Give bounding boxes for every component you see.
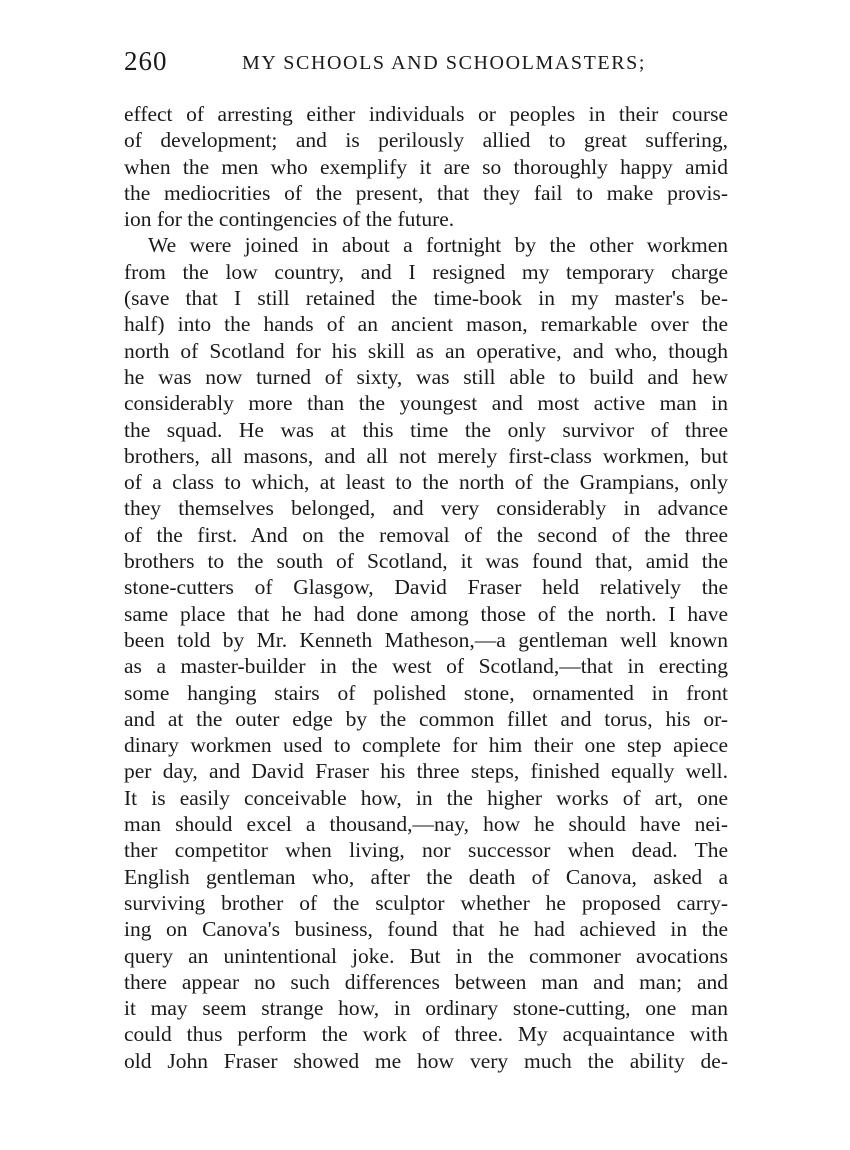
text-line: the squad. He was at this time the only survivor of three xyxy=(124,417,728,442)
page-number: 260 xyxy=(124,46,168,76)
text-line: ing on Canova's business, found that he had achieved in the xyxy=(124,917,728,942)
text-line: as a master-builder in the west of Scotland,—that in erecting xyxy=(124,654,728,679)
text-line: old John Fraser showed me how very much the ability de- xyxy=(124,1048,728,1073)
text-line: of development; and is perilously allied to great suffering, xyxy=(124,128,728,153)
body-text xyxy=(124,101,728,1074)
text-line: English gentleman who, after the death of Canova, asked a xyxy=(124,864,728,889)
text-line: brothers to the south of Scotland, it was found that, amid the xyxy=(124,549,728,574)
paragraph-start-line: We were joined in about a fortnight by the other workmen xyxy=(148,233,728,258)
text-line: they themselves belonged, and very considerably in advance xyxy=(124,496,728,521)
text-line: surviving brother of the sculptor whether he proposed carry- xyxy=(124,890,728,915)
text-line: when the men who exemplify it are so thoroughly happy amid xyxy=(124,154,728,179)
text-line: of a class to which, at least to the north of the Grampians, only xyxy=(124,470,728,495)
text-line: per day, and David Fraser his three steps, finished equally well. xyxy=(124,759,728,784)
text-line: of the first. And on the removal of the second of the three xyxy=(124,522,728,547)
text-line: (save that I still retained the time-book in my master's be- xyxy=(124,286,728,311)
page-header xyxy=(124,46,728,86)
text-line: dinary workmen used to complete for him their one step apiece xyxy=(124,733,728,758)
text-line: half) into the hands of an ancient mason, remarkable over the xyxy=(124,312,728,337)
text-line: it may seem strange how, in ordinary stone-cutting, one man xyxy=(124,996,728,1021)
text-line: the mediocrities of the present, that they fail to make provis- xyxy=(124,180,728,205)
text-line: effect of arresting either individuals or peoples in their course xyxy=(124,102,728,126)
text-line: brothers, all masons, and all not merely first-class workmen, but xyxy=(124,443,728,468)
text-line: there appear no such differences between man and man; and xyxy=(124,969,728,994)
running-title: MY SCHOOLS AND SCHOOLMASTERS; xyxy=(242,52,647,74)
text-line: considerably more than the youngest and most active man in xyxy=(124,391,728,416)
text-line: query an unintentional joke. But in the commoner avocations xyxy=(124,943,728,968)
text-line: It is easily conceivable how, in the higher works of art, one xyxy=(124,785,728,810)
text-line: from the low country, and I resigned my temporary charge xyxy=(124,259,728,284)
text-line: some hanging stairs of polished stone, ornamented in front xyxy=(124,680,728,705)
text-line: ther competitor when living, nor successor when dead. The xyxy=(124,838,728,863)
text-line: same place that he had done among those of the north. I have xyxy=(124,601,728,626)
text-line: been told by Mr. Kenneth Matheson,—a gentleman well known xyxy=(124,627,728,652)
text-line: he was now turned of sixty, was still able to build and hew xyxy=(124,364,728,389)
text-line: stone-cutters of Glasgow, David Fraser held relatively the xyxy=(124,575,728,600)
text-line: and at the outer edge by the common fillet and torus, his or- xyxy=(124,706,728,731)
text-line: ion for the contingencies of the future. xyxy=(124,207,455,232)
text-line: north of Scotland for his skill as an operative, and who, though xyxy=(124,338,728,363)
text-line: could thus perform the work of three. My acquaintance with xyxy=(124,1022,728,1047)
text-line: man should excel a thousand,—nay, how he should have nei- xyxy=(124,812,728,837)
